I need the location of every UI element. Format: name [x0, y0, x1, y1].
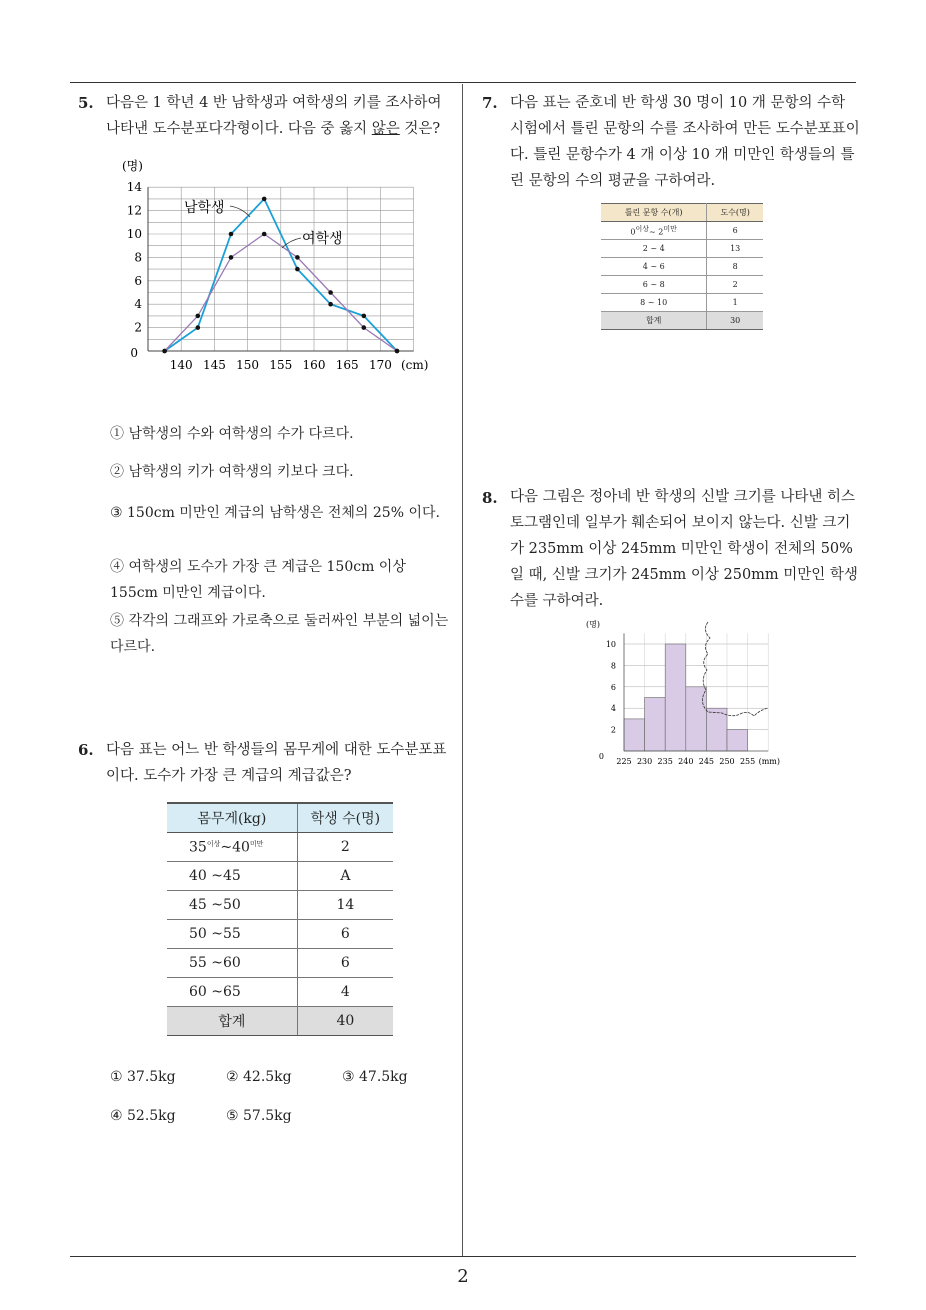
table-total-row [167, 1007, 393, 1036]
data-point [362, 314, 367, 319]
table-cell: 2 [297, 833, 393, 862]
q6-number: 6. [78, 741, 94, 759]
table-row [167, 862, 393, 891]
q7-text: 다음 표는 준호네 반 학생 30 명이 10 개 문항의 수학 시험에서 틀린 문항의 수를 조사하여 만든 도수분포표이다. 틀린 문항수가 4 개 이상 10 개 미만인 학생들의 틀린 문항의 수의 평균을 구하여라. [510, 95, 860, 189]
q5-option-3[interactable]: ③ 150cm 미만인 계급의 남학생은 전체의 25% 이다. [110, 505, 440, 521]
x-tick-label: 165 [335, 358, 359, 372]
table-row [167, 891, 393, 920]
y-tick-label: 4 [610, 704, 616, 714]
y-tick-label: 8 [610, 661, 616, 671]
data-point [262, 197, 267, 202]
leader-line [230, 206, 250, 217]
series-label-boys: 남학생 [184, 200, 225, 216]
shoe-size-histogram-chart [582, 618, 792, 768]
x-tick-label: 145 [202, 358, 226, 372]
q5-text: 다음은 1 학년 4 반 남학생과 여학생의 키를 조사하여 나타낸 도수분포다각형이다. 다음 중 옳지 않은 것은? [106, 95, 442, 137]
q5-option-2[interactable]: ② 남학생의 키가 여학생의 키보다 크다. [110, 464, 354, 480]
data-point [162, 349, 167, 354]
y-tick-label: 2 [610, 725, 616, 735]
y-tick-label: 0 [130, 346, 138, 360]
table-header: 학생 수(명) [297, 803, 393, 833]
page-number: 2 [457, 1266, 469, 1287]
table-cell: 2 ~ 4 [601, 240, 707, 258]
data-point [295, 267, 300, 272]
table-row [601, 258, 763, 276]
data-point [196, 325, 201, 330]
table-row [167, 949, 393, 978]
table-cell: 40 ~45 [167, 862, 297, 891]
torn-edge-line [702, 622, 768, 716]
table-cell: 4 [297, 978, 393, 1007]
series-label-girls: 여학생 [302, 231, 343, 247]
table-cell: 8 ~ 10 [601, 294, 707, 312]
table-row [167, 833, 393, 862]
x-tick-label: 170 [368, 358, 392, 372]
x-tick-label: 225 [616, 757, 632, 766]
height-frequency-polygon-chart [100, 150, 450, 380]
data-point [362, 325, 367, 330]
table-cell: 45 ~50 [167, 891, 297, 920]
table-cell: 6 [707, 222, 763, 240]
y-tick-label: 10 [126, 227, 142, 241]
table-cell: 40 [297, 1007, 393, 1036]
q8-number: 8. [482, 489, 498, 507]
table-total-row [601, 312, 763, 330]
y-tick-label: 0 [598, 752, 604, 761]
table-cell: 합계 [601, 312, 707, 330]
table-cell: 6 [297, 949, 393, 978]
table-cell: $0^{이상}\sim$ $2^{미만}$ [601, 222, 707, 240]
histogram-bar [645, 698, 666, 752]
x-tick-label: 230 [636, 757, 653, 766]
weight-frequency-table [167, 802, 393, 1036]
table-cell: 합계 [167, 1007, 297, 1036]
table-header: 몸무게(kg) [167, 803, 297, 833]
y-axis-unit-label: (명) [586, 620, 600, 629]
table-cell: 55 ~60 [167, 949, 297, 978]
q6-text: 다음 표는 어느 반 학생들의 몸무게에 대한 도수분포표이다. 도수가 가장 큰 계급의 계급값은? [106, 742, 447, 784]
data-point [295, 255, 300, 260]
x-axis-unit-label: (mm) [758, 757, 781, 766]
table-row [167, 978, 393, 1007]
table-cell: 4 ~ 6 [601, 258, 707, 276]
table-cell: 6 [297, 920, 393, 949]
table-row [167, 920, 393, 949]
histogram-bar [706, 708, 727, 751]
histogram-bar [665, 644, 686, 751]
y-tick-label: 6 [134, 273, 142, 288]
data-point [395, 349, 400, 354]
q7-number: 7. [482, 94, 498, 112]
x-tick-label: 250 [719, 757, 735, 766]
data-point [196, 314, 201, 319]
table-cell: 8 [707, 258, 763, 276]
x-axis-unit-label: (cm) [401, 358, 429, 372]
y-tick-label: 6 [610, 682, 616, 692]
x-tick-label: 255 [739, 757, 756, 766]
x-tick-label: 150 [236, 358, 260, 372]
table-cell: 13 [707, 240, 763, 258]
q5-option-5[interactable]: ⑤ 각각의 그래프와 가로축으로 둘러싸인 부분의 넓이는 다르다. [110, 613, 449, 655]
table-cell: 6 ~ 8 [601, 276, 707, 294]
wrong-answers-frequency-table [601, 203, 763, 330]
y-tick-label: 8 [134, 250, 142, 265]
table-header-row [601, 204, 763, 222]
top-rule [70, 82, 856, 83]
data-point [328, 302, 333, 307]
histogram-bar [624, 719, 645, 751]
histogram-bar [727, 730, 748, 751]
table-row [601, 240, 763, 258]
q6-option-2[interactable]: ② 42.5kg [226, 1069, 292, 1085]
table-cell: $35^{이상}\sim 40^{미만}$ [167, 833, 297, 862]
q6-option-1[interactable]: ① 37.5kg [110, 1069, 176, 1085]
data-point [262, 232, 267, 237]
y-axis-unit-label: (명) [122, 159, 143, 173]
y-tick-label: 4 [134, 297, 142, 312]
table-cell: 2 [707, 276, 763, 294]
q5-number: 5. [78, 94, 94, 112]
table-cell: A [297, 862, 393, 891]
x-tick-label: 155 [269, 358, 293, 372]
x-tick-label: 235 [657, 757, 673, 766]
table-header: 도수(명) [707, 204, 763, 222]
y-tick-label: 2 [134, 320, 142, 335]
q5-option-1[interactable]: ① 남학생의 수와 여학생의 수가 다르다. [110, 426, 354, 442]
q6-option-4[interactable]: ④ 52.5kg [110, 1108, 176, 1124]
table-cell: 50 ~55 [167, 920, 297, 949]
x-tick-label: 245 [698, 757, 715, 766]
table-row [601, 294, 763, 312]
q6-option-5[interactable]: ⑤ 57.5kg [226, 1108, 292, 1124]
table-row [601, 222, 763, 240]
q5-option-4[interactable]: ④ 여학생의 도수가 가장 큰 계급은 150cm 이상 155cm 미만인 계급이다. [110, 559, 406, 601]
table-cell: 1 [707, 294, 763, 312]
column-divider [462, 84, 463, 1256]
table-cell: 14 [297, 891, 393, 920]
x-tick-label: 140 [169, 358, 193, 372]
x-tick-label: 160 [302, 358, 326, 372]
data-point [229, 255, 234, 260]
data-point [229, 232, 234, 237]
q6-option-3[interactable]: ③ 47.5kg [342, 1069, 408, 1085]
table-header: 틀린 문항 수(개) [601, 204, 707, 222]
x-tick-label: 240 [678, 757, 694, 766]
table-header-row [167, 803, 393, 833]
data-point [328, 290, 333, 295]
q8-text: 다음 그림은 정아네 반 학생의 신발 크기를 나타낸 히스토그램인데 일부가 훼손되어 보이지 않는다. 신발 크기가 235mm 이상 245mm 미만인 학생이 전체의 50% 일 때, 신발 크기가 245mm 이상 250mm 미만인 학생 수를 구하여라. [510, 489, 858, 609]
table-cell: 60 ~65 [167, 978, 297, 1007]
y-tick-label: 12 [126, 203, 142, 218]
table-cell: 30 [707, 312, 763, 330]
bottom-rule [70, 1256, 856, 1257]
table-row [601, 276, 763, 294]
y-tick-label: 10 [605, 640, 616, 649]
y-tick-label: 14 [126, 180, 142, 195]
